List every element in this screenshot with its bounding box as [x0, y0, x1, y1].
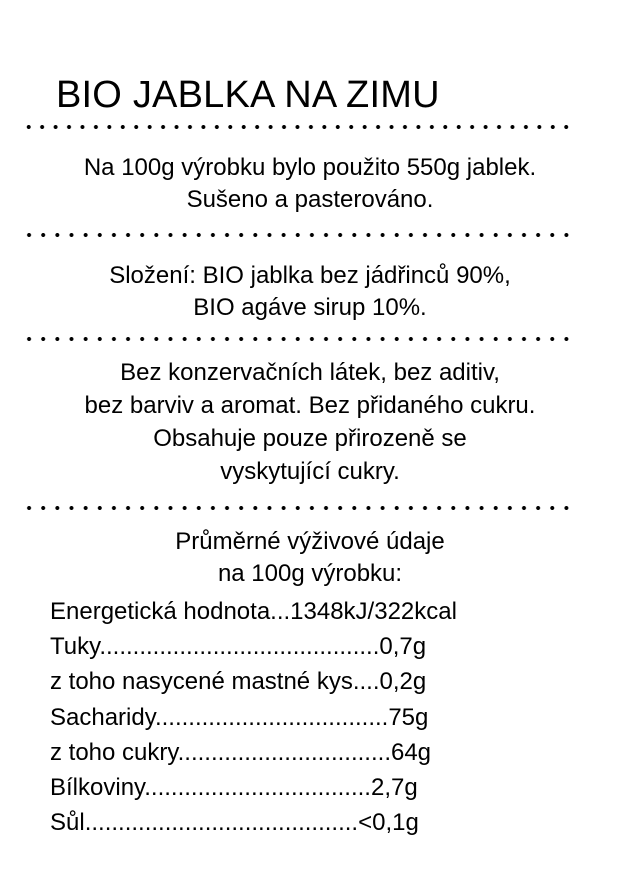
intro-line: Sušeno a pasterováno. — [186, 186, 434, 213]
dotted-divider — [22, 505, 578, 511]
nutrition-row: Bílkoviny..................................2,7g — [50, 773, 418, 801]
notes-line: vyskytující cukry. — [220, 458, 400, 485]
nutrition-row: z toho nasycené mastné kys....0,2g — [50, 668, 427, 696]
notes-line: Obsahuje pouze přirozeně se — [153, 425, 467, 452]
nutrition-row: Tuky..........................................0,7g — [50, 633, 427, 661]
dotted-divider — [22, 232, 578, 238]
notes-line: Bez konzervačních látek, bez aditiv, — [120, 359, 500, 386]
nutrition-row: Energetická hodnota...1348kJ/322kcal — [50, 598, 457, 625]
notes-line: bez barviv a aromat. Bez přidaného cukru. — [84, 392, 536, 419]
nutrition-heading — [0, 526, 620, 590]
intro-text — [0, 152, 620, 216]
nutrition-table — [50, 596, 590, 842]
dotted-divider — [22, 336, 578, 342]
nutrition-row: Sůl.........................................<0,1g — [50, 809, 419, 837]
composition-text — [0, 260, 620, 324]
nutrition-heading-line: Průměrné výživové údaje — [175, 528, 445, 555]
intro-line: Na 100g výrobku bylo použito 550g jablek. — [83, 154, 537, 181]
nutrition-row: z toho cukry................................64g — [50, 738, 432, 766]
composition-line: BIO agáve sirup 10%. — [193, 294, 427, 321]
nutrition-heading-line: na 100g výrobku: — [217, 560, 403, 587]
dotted-divider — [22, 124, 574, 130]
product-title: BIO JABLKA NA ZIMU — [56, 74, 440, 116]
nutrition-row: Sacharidy...................................75g — [50, 703, 429, 731]
notes-text — [0, 356, 620, 488]
composition-line: Složení: BIO jablka bez jádřinců 90%, — [109, 262, 511, 289]
